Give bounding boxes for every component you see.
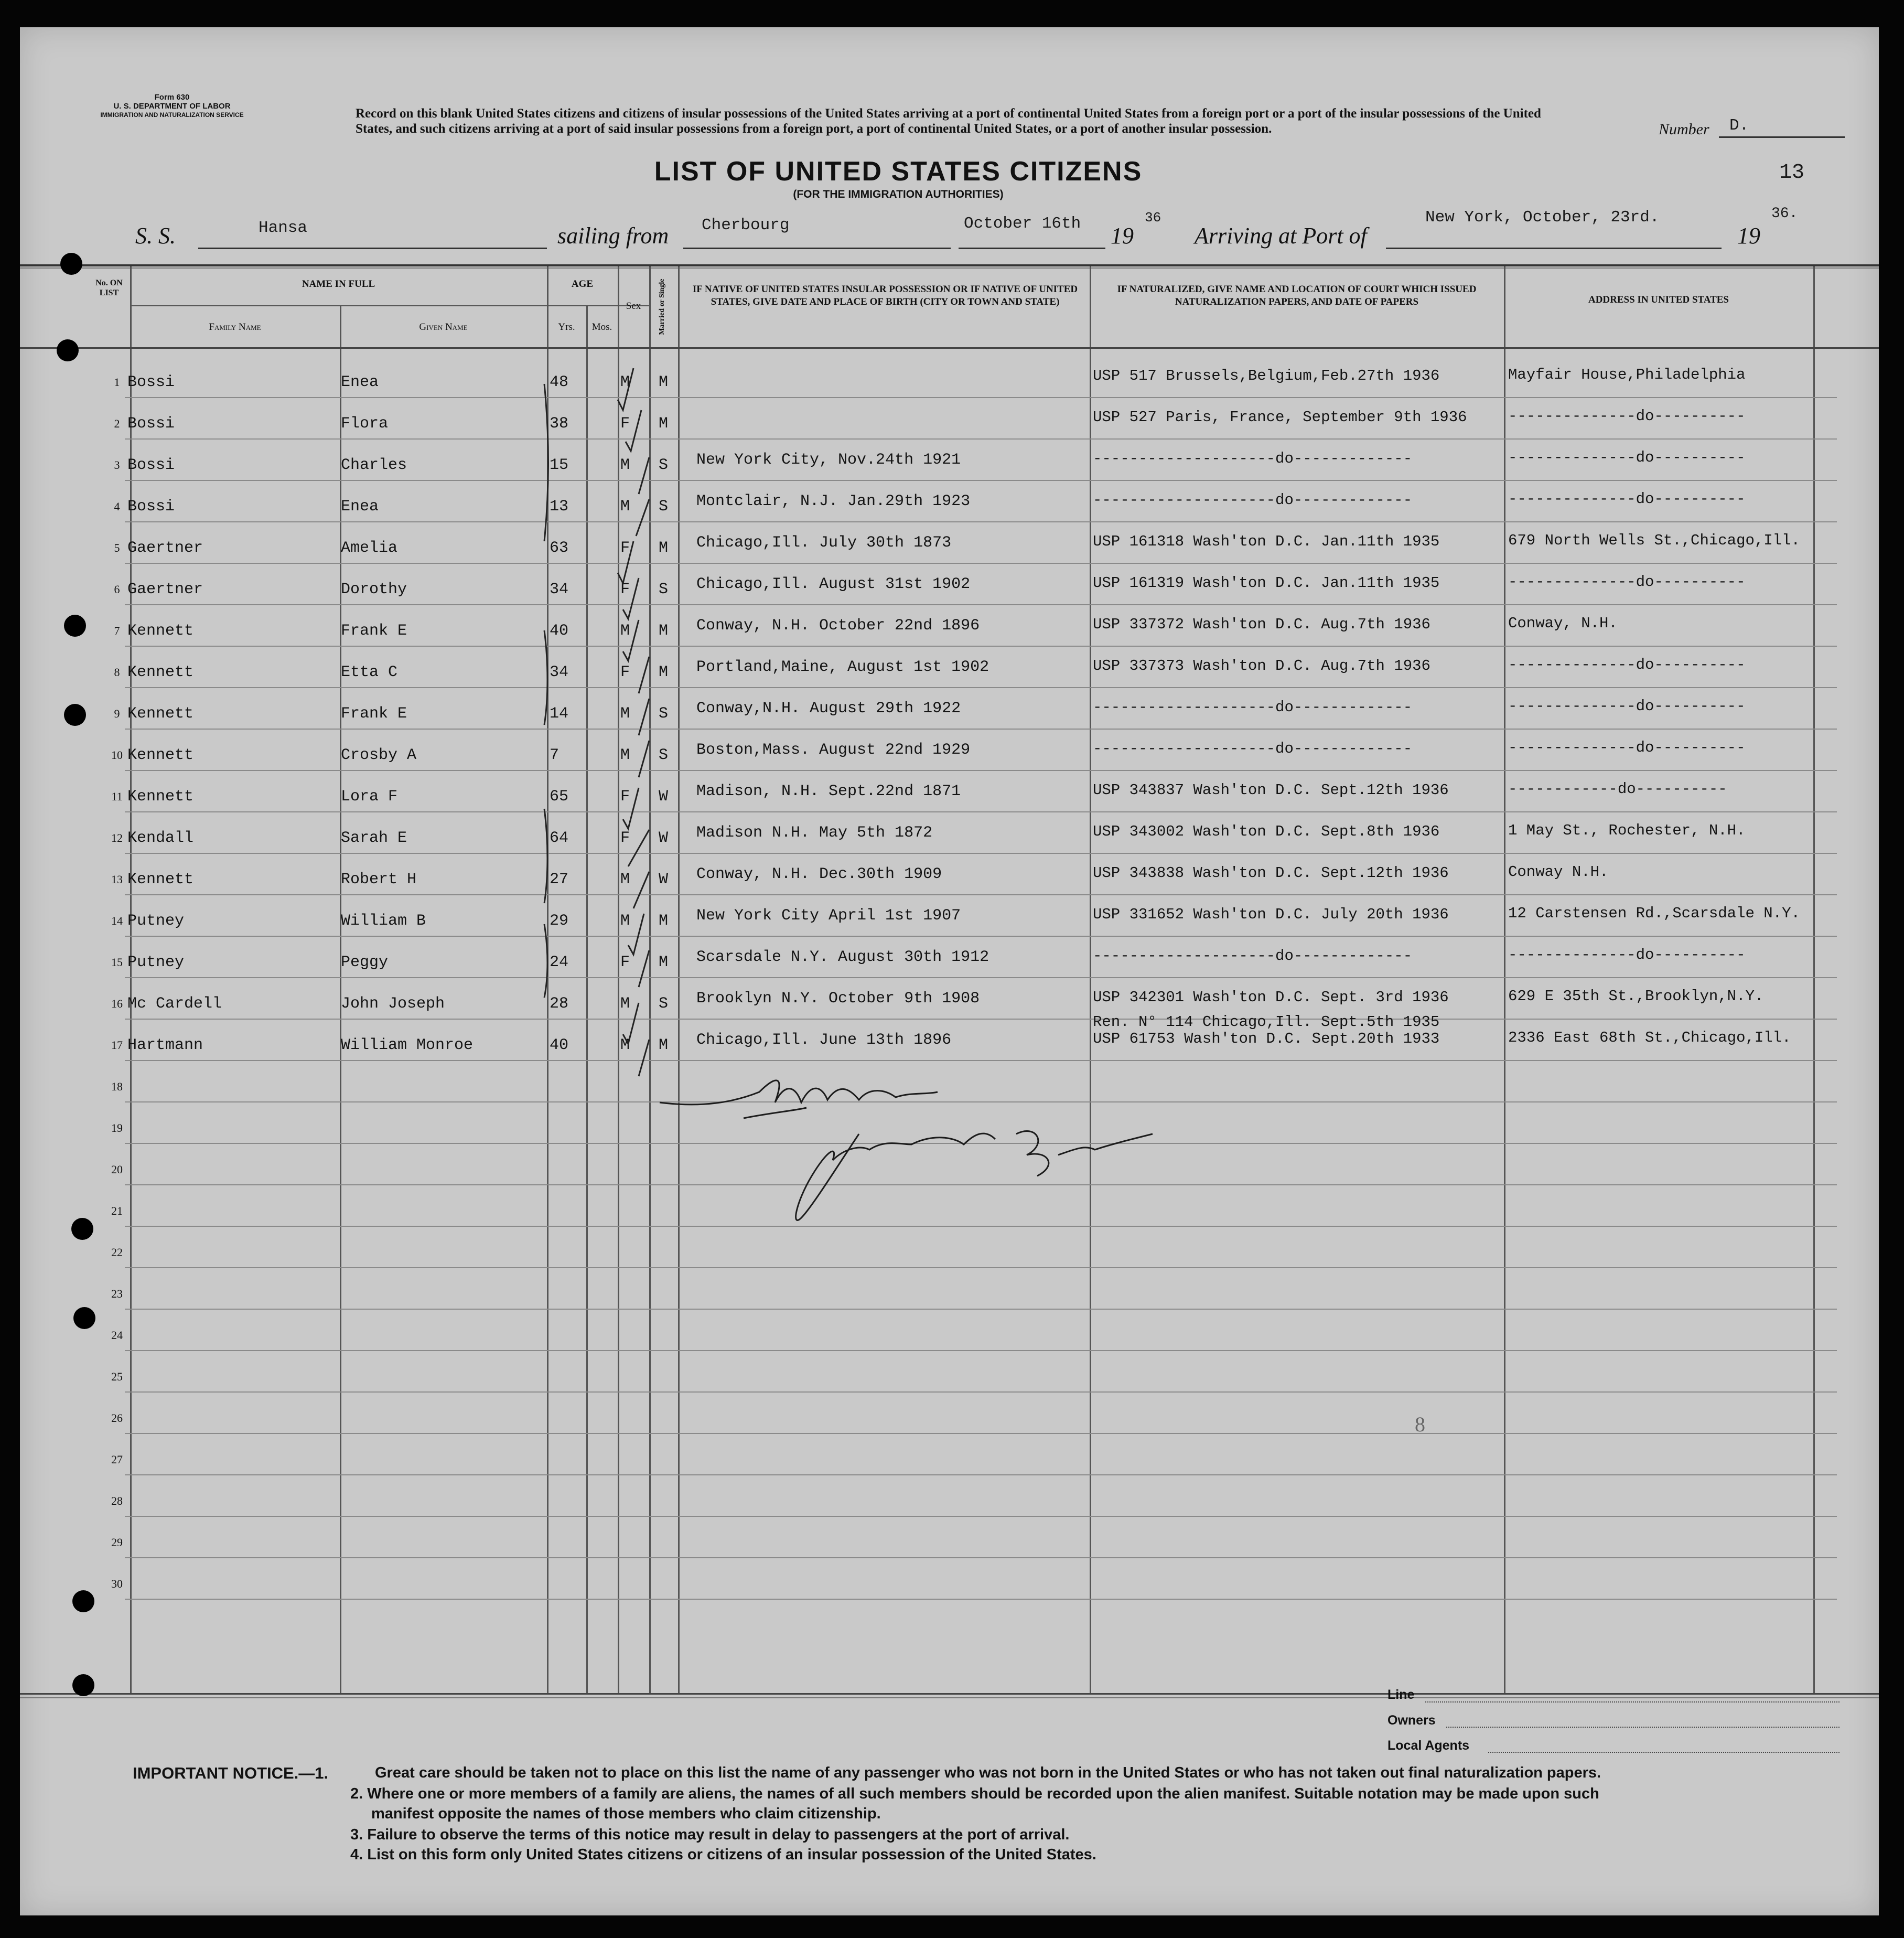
marital-cell: M [659, 622, 669, 640]
family-name-cell: Kennett [127, 788, 194, 806]
record-instructions: Record on this blank United States citizens and citizens of insular possessions of the United States arriving at a port of continental United States from a foreign port or a port of the insular possessions of the United States, and such citizens arriving at a port of said insular possessions from a foreign port, a port of continental United States, or a port of another insular possession. [356, 106, 1541, 136]
inspector-signature [639, 1071, 1215, 1239]
naturalization-cell: USP 331652 Wash'ton D.C. July 20th 1936 [1093, 906, 1449, 923]
sex-cell: M [620, 746, 630, 764]
sex-cell: F [620, 829, 630, 847]
row-number: 6 [114, 583, 120, 596]
port-from-underline [683, 248, 951, 249]
punch-hole [57, 339, 79, 361]
family-name-cell: Mc Cardell [127, 995, 222, 1013]
naturalization-cell: --------------------do------------- [1093, 947, 1413, 965]
punch-hole [64, 704, 86, 726]
naturalization-cell: --------------------do------------- [1093, 450, 1413, 467]
manifest-sheet [20, 27, 1879, 1915]
birth-cell: New York City April 1st 1907 [696, 907, 961, 925]
family-name-cell: Bossi [127, 415, 175, 433]
row-rule [125, 894, 1837, 895]
naturalization-cell: USP 517 Brussels,Belgium,Feb.27th 1936 [1093, 367, 1440, 384]
given-name-cell: Frank E [341, 705, 407, 723]
family-name-cell: Kennett [127, 663, 194, 681]
header-mos: Mos. [591, 322, 612, 333]
row-rule [125, 480, 1837, 481]
given-name-cell: William B [341, 912, 426, 930]
row-number: 18 [111, 1080, 123, 1093]
row-number: 23 [111, 1287, 123, 1300]
marital-cell: M [659, 663, 669, 681]
naturalization-cell: USP 527 Paris, France, September 9th 1936 [1093, 409, 1467, 426]
age-cell: 7 [550, 746, 560, 764]
given-name-cell: Enea [341, 498, 379, 516]
age-cell: 65 [550, 788, 569, 806]
header-address: ADDRESS IN UNITED STATES [1588, 294, 1729, 305]
notice-2b: manifest opposite the names of those members who claim citizenship. [371, 1805, 881, 1822]
header-bottom-rule [20, 347, 1879, 349]
sex-cell: M [620, 498, 630, 516]
form-identifier [72, 93, 272, 120]
address-cell: --------------do---------- [1508, 656, 1746, 673]
given-name-cell: William Monroe [341, 1036, 474, 1054]
row-rule [125, 604, 1837, 605]
given-name-cell: Charles [341, 456, 407, 474]
address-cell: 1 May St., Rochester, N.H. [1508, 822, 1746, 839]
age-cell: 15 [550, 456, 569, 474]
address-cell: 2336 East 68th St.,Chicago,Ill. [1508, 1029, 1791, 1046]
marital-cell: W [659, 788, 669, 806]
age-cell: 34 [550, 663, 569, 681]
header-yrs: Yrs. [558, 322, 575, 333]
row-number: 30 [111, 1577, 123, 1590]
address-cell: --------------do---------- [1508, 408, 1746, 425]
age-cell: 28 [550, 995, 569, 1013]
row-number: 29 [111, 1536, 123, 1549]
naturalization-cell: --------------------do------------- [1093, 699, 1413, 716]
row-number: 19 [111, 1121, 123, 1134]
row-rule [125, 1391, 1837, 1393]
marital-cell: M [659, 373, 669, 391]
age-cell: 40 [550, 1036, 569, 1054]
marital-cell: M [659, 912, 669, 930]
marital-cell: S [659, 746, 669, 764]
ship-name: Hansa [259, 219, 308, 237]
address-cell: --------------do---------- [1508, 698, 1746, 715]
date-from: October 16th [964, 215, 1081, 233]
row-rule [125, 1599, 1837, 1600]
birth-cell: Chicago,Ill. June 13th 1896 [696, 1031, 952, 1049]
family-name-cell: Bossi [127, 498, 175, 516]
sex-cell: F [620, 539, 630, 557]
sailing-from-label: sailing from [557, 223, 669, 249]
given-name-cell: Sarah E [341, 829, 407, 847]
page-subtitle: (FOR THE IMMIGRATION AUTHORITIES) [793, 188, 1004, 200]
marital-cell: S [659, 995, 669, 1013]
naturalization-cell: USP 161318 Wash'ton D.C. Jan.11th 1935 [1093, 533, 1440, 550]
sex-cell: M [620, 1036, 630, 1054]
naturalization-cell: USP 343837 Wash'ton D.C. Sept.12th 1936 [1093, 781, 1449, 799]
age-cell: 29 [550, 912, 569, 930]
department-name: U. S. DEPARTMENT OF LABOR [113, 102, 231, 111]
punch-hole [73, 1307, 95, 1329]
marital-cell: M [659, 539, 669, 557]
marital-cell: S [659, 705, 669, 723]
year-to: 36. [1771, 206, 1798, 222]
given-name-cell: Amelia [341, 539, 398, 557]
naturalization-cell: USP 337373 Wash'ton D.C. Aug.7th 1936 [1093, 657, 1430, 674]
page-number: 13 [1779, 161, 1805, 185]
family-name-cell: Hartmann [127, 1036, 203, 1054]
row-rule [125, 1267, 1837, 1268]
sex-cell: M [620, 912, 630, 930]
birth-cell: Conway,N.H. August 29th 1922 [696, 700, 961, 718]
name-subheader-rule [130, 305, 649, 306]
header-age: AGE [571, 279, 594, 290]
notice-title: IMPORTANT NOTICE.—1. [133, 1764, 329, 1782]
birth-cell: Chicago,Ill. July 30th 1873 [696, 534, 952, 552]
age-cell: 63 [550, 539, 569, 557]
birth-cell: New York City, Nov.24th 1921 [696, 451, 961, 469]
naturalization-cell: USP 61753 Wash'ton D.C. Sept.20th 1933 [1093, 1030, 1440, 1047]
naturalization-extra-cell: Ren. N° 114 Chicago,Ill. Sept.5th 1935 [1093, 1013, 1440, 1031]
port-to: New York, October, 23rd. [1425, 208, 1660, 227]
address-cell: Mayfair House,Philadelphia [1508, 366, 1746, 383]
address-cell: 679 North Wells St.,Chicago,Ill. [1508, 532, 1800, 549]
age-cell: 27 [550, 871, 569, 888]
row-number: 16 [111, 997, 123, 1010]
row-number: 27 [111, 1453, 123, 1466]
row-rule [125, 1474, 1837, 1475]
row-rule [125, 1433, 1837, 1434]
naturalization-cell: USP 337372 Wash'ton D.C. Aug.7th 1936 [1093, 616, 1430, 633]
given-name-cell: Robert H [341, 871, 417, 888]
family-brackets [523, 358, 555, 1019]
punch-hole [72, 1590, 94, 1612]
address-cell: --------------do---------- [1508, 449, 1746, 466]
table-top-rule-2 [20, 267, 1879, 269]
row-number: 5 [114, 541, 120, 554]
marital-cell: M [659, 415, 669, 433]
row-number: 12 [111, 831, 123, 844]
marital-cell: M [659, 954, 669, 971]
marital-cell: S [659, 456, 669, 474]
naturalization-cell: USP 343002 Wash'ton D.C. Sept.8th 1936 [1093, 823, 1440, 840]
family-name-cell: Kennett [127, 871, 194, 888]
address-cell: Conway, N.H. [1508, 615, 1618, 632]
arriving-label: Arriving at Port of [1195, 223, 1367, 249]
row-rule [125, 1060, 1837, 1061]
row-number: 3 [114, 458, 120, 472]
owners-dots [1446, 1727, 1840, 1728]
sex-cell: M [620, 705, 630, 723]
row-rule [125, 438, 1837, 440]
punch-hole [71, 1218, 93, 1240]
table-top-rule [20, 264, 1879, 266]
sex-cell: M [620, 456, 630, 474]
address-cell: --------------do---------- [1508, 573, 1746, 591]
number-label: Number [1659, 121, 1709, 138]
naturalization-cell: --------------------do------------- [1093, 740, 1413, 757]
header-no-on-list: No. ON LIST [95, 279, 123, 297]
birth-cell: Portland,Maine, August 1st 1902 [696, 658, 989, 676]
agents-label: Local Agents [1387, 1738, 1470, 1753]
number-underline [1719, 136, 1845, 138]
family-name-cell: Bossi [127, 373, 175, 391]
table-bottom-rule [20, 1693, 1879, 1695]
address-cell: --------------do---------- [1508, 490, 1746, 508]
row-rule [125, 811, 1837, 812]
row-number: 22 [111, 1246, 123, 1259]
sex-cell: M [620, 995, 630, 1013]
row-number: 9 [114, 707, 120, 720]
address-cell: 629 E 35th St.,Brooklyn,N.Y. [1508, 988, 1764, 1005]
header-family-name: Family Name [209, 322, 261, 333]
row-rule [125, 1019, 1837, 1020]
row-rule [125, 729, 1837, 730]
family-name-cell: Kendall [127, 829, 194, 847]
family-name-cell: Kennett [127, 705, 194, 723]
marital-cell: S [659, 581, 669, 598]
stray-mark: 8 [1415, 1412, 1425, 1436]
family-name-cell: Putney [127, 912, 185, 930]
address-cell: --------------do---------- [1508, 739, 1746, 756]
row-number: 10 [111, 748, 123, 762]
sex-cell: F [620, 954, 630, 971]
marital-cell: W [659, 871, 669, 888]
given-name-cell: Lora F [341, 788, 398, 806]
address-cell: ------------do---------- [1508, 780, 1727, 798]
birth-cell: Scarsdale N.Y. August 30th 1912 [696, 948, 989, 966]
family-name-cell: Putney [127, 954, 185, 971]
punch-hole [72, 1674, 94, 1696]
birth-cell: Madison, N.H. Sept.22nd 1871 [696, 783, 961, 800]
header-naturalization: IF NATURALIZED, GIVE NAME AND LOCATION OF COURT WHICH ISSUED NATURALIZATION PAPERS, AND DATE OF PAPERS [1117, 284, 1477, 307]
service-name: IMMIGRATION AND NATURALIZATION SERVICE [100, 111, 244, 119]
given-name-cell: Etta C [341, 663, 398, 681]
age-cell: 48 [550, 373, 569, 391]
row-number: 24 [111, 1329, 123, 1342]
row-rule [125, 521, 1837, 522]
notice-1: Great care should be taken not to place on this list the name of any passenger who was not born in the United States or who has not taken out final naturalization papers. [375, 1764, 1601, 1781]
row-number: 2 [114, 417, 120, 430]
address-cell: --------------do---------- [1508, 946, 1746, 963]
age-cell: 34 [550, 581, 569, 598]
port-from: Cherbourg [702, 216, 790, 234]
family-name-cell: Gaertner [127, 539, 203, 557]
row-number: 28 [111, 1494, 123, 1507]
row-rule [125, 977, 1837, 978]
line-label: Line [1387, 1687, 1415, 1702]
age-cell: 64 [550, 829, 569, 847]
birth-cell: Montclair, N.J. Jan.29th 1923 [696, 492, 971, 510]
form-number: Form 630 [154, 93, 190, 102]
given-name-cell: Frank E [341, 622, 407, 640]
birth-cell: Boston,Mass. August 22nd 1929 [696, 741, 971, 759]
address-cell: 12 Carstensen Rd.,Scarsdale N.Y. [1508, 905, 1800, 922]
row-number: 11 [111, 790, 123, 803]
row-number: 20 [111, 1163, 123, 1176]
family-name-cell: Gaertner [127, 581, 203, 598]
row-number: 15 [111, 956, 123, 969]
given-name-cell: Flora [341, 415, 389, 433]
table-bottom-rule-2 [20, 1697, 1879, 1698]
sex-cell: M [620, 373, 630, 391]
punch-hole [60, 253, 82, 275]
row-rule [125, 563, 1837, 564]
given-name-cell: John Joseph [341, 995, 445, 1013]
family-name-cell: Bossi [127, 456, 175, 474]
row-number: 8 [114, 666, 120, 679]
marital-cell: S [659, 498, 669, 516]
row-number: 1 [114, 376, 120, 389]
year-from-prefix: 19 [1111, 223, 1134, 249]
header-sex: Sex [626, 301, 641, 312]
sex-cell: F [620, 581, 630, 598]
birth-cell: Conway, N.H. October 22nd 1896 [696, 617, 980, 635]
given-name-cell: Peggy [341, 954, 389, 971]
birth-cell: Chicago,Ill. August 31st 1902 [696, 575, 971, 593]
page-title: LIST OF UNITED STATES CITIZENS [654, 156, 1143, 187]
port-to-underline [1386, 248, 1722, 249]
given-name-cell: Dorothy [341, 581, 407, 598]
date-from-underline [959, 248, 1105, 249]
check-marks [571, 363, 675, 1087]
age-cell: 14 [550, 705, 569, 723]
age-cell: 24 [550, 954, 569, 971]
sex-cell: M [620, 871, 630, 888]
notice-2a: 2. Where one or more members of a family are aliens, the names of all such members should be recorded upon the alien manifest. Suitable notation may be made upon such [350, 1785, 1599, 1802]
birth-cell: Madison N.H. May 5th 1872 [696, 824, 933, 842]
sex-cell: F [620, 663, 630, 681]
row-number: 21 [111, 1204, 123, 1217]
row-number: 4 [114, 500, 120, 513]
number-value: D. [1729, 116, 1749, 135]
ss-label: S. S. [135, 223, 176, 249]
row-number: 25 [111, 1370, 123, 1383]
header-marital: Married or Single [658, 279, 666, 335]
row-rule [125, 646, 1837, 647]
notice-4: 4. List on this form only United States citizens or citizens of an insular possession of the United States. [350, 1846, 1096, 1863]
row-rule [125, 1516, 1837, 1517]
row-rule [125, 853, 1837, 854]
row-rule [125, 397, 1837, 398]
row-rule [125, 687, 1837, 688]
row-rule [125, 1309, 1837, 1310]
header-name-in-full: NAME IN FULL [302, 279, 375, 290]
row-rule [125, 1350, 1837, 1351]
naturalization-cell: USP 342301 Wash'ton D.C. Sept. 3rd 1936 [1093, 989, 1449, 1006]
year-from: 36 [1145, 210, 1161, 226]
row-number: 17 [111, 1038, 123, 1052]
punch-hole [64, 615, 86, 637]
marital-cell: W [659, 829, 669, 847]
age-cell: 40 [550, 622, 569, 640]
owners-label: Owners [1387, 1713, 1436, 1728]
naturalization-cell: --------------------do------------- [1093, 491, 1413, 509]
address-cell: Conway N.H. [1508, 863, 1609, 881]
age-cell: 13 [550, 498, 569, 516]
header-given-name: Given Name [419, 322, 468, 333]
naturalization-cell: USP 343838 Wash'ton D.C. Sept.12th 1936 [1093, 864, 1449, 882]
family-name-cell: Kennett [127, 746, 194, 764]
line-dots [1425, 1701, 1840, 1703]
year-to-prefix: 19 [1737, 223, 1760, 249]
marital-cell: M [659, 1036, 669, 1054]
notice-3: 3. Failure to observe the terms of this notice may result in delay to passengers at the port of arrival. [350, 1826, 1070, 1843]
row-rule [125, 1557, 1837, 1558]
birth-cell: Conway, N.H. Dec.30th 1909 [696, 865, 942, 883]
sex-cell: F [620, 415, 630, 433]
birth-cell: Brooklyn N.Y. October 9th 1908 [696, 990, 980, 1008]
row-rule [125, 770, 1837, 771]
row-number: 26 [111, 1411, 123, 1425]
row-number: 14 [111, 914, 123, 927]
row-rule [125, 936, 1837, 937]
sex-cell: F [620, 788, 630, 806]
given-name-cell: Crosby A [341, 746, 417, 764]
age-cell: 38 [550, 415, 569, 433]
header-birth: IF NATIVE OF UNITED STATES INSULAR POSSESSION OR IF NATIVE OF UNITED STATES, GIVE DATE AND PLACE OF BIRTH (CITY OR TOWN AND STATE) [692, 284, 1078, 307]
ship-underline [198, 248, 547, 249]
given-name-cell: Enea [341, 373, 379, 391]
row-number: 7 [114, 624, 120, 637]
row-number: 13 [111, 873, 123, 886]
agents-dots [1488, 1752, 1840, 1753]
sex-cell: M [620, 622, 630, 640]
naturalization-cell: USP 161319 Wash'ton D.C. Jan.11th 1935 [1093, 574, 1440, 592]
family-name-cell: Kennett [127, 622, 194, 640]
